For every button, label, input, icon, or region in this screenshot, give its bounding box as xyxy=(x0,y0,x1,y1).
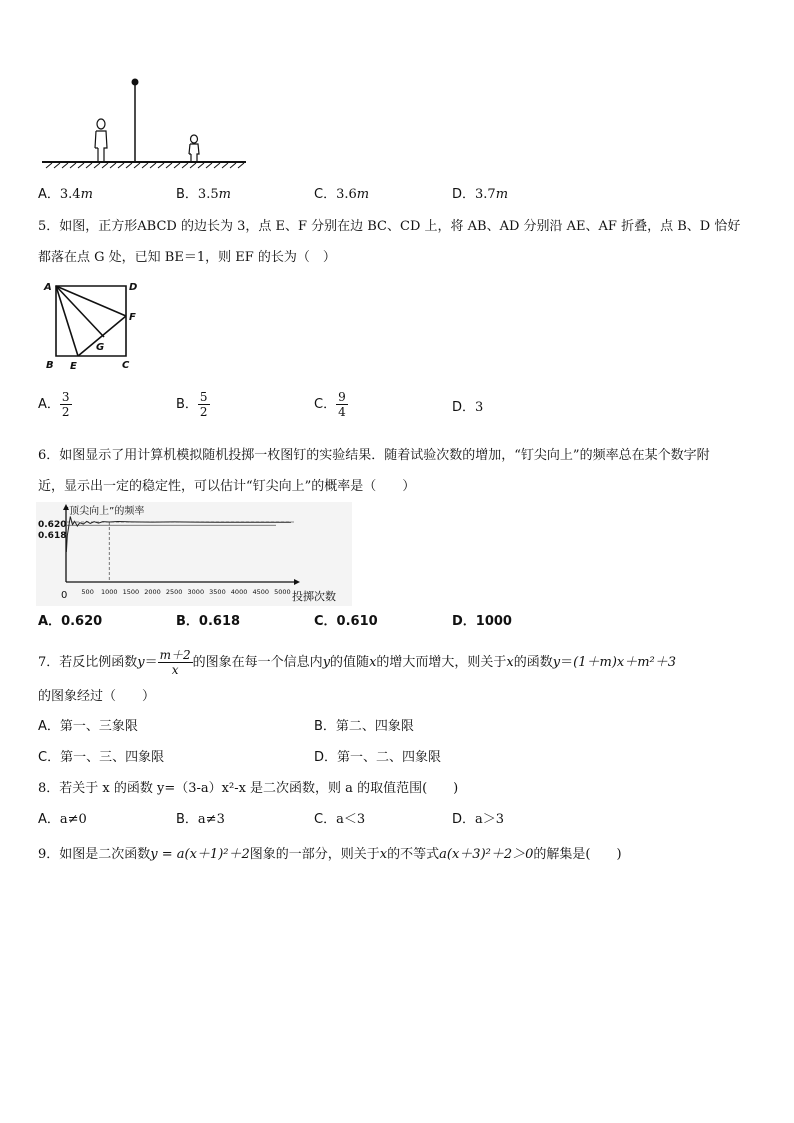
fraction xyxy=(198,390,210,419)
frequency-chart xyxy=(36,502,352,606)
label-c: C xyxy=(122,360,130,371)
option-key: A． xyxy=(38,812,60,827)
person-short-icon xyxy=(189,135,199,162)
ground-hatching xyxy=(46,163,244,168)
q4-option-d[interactable] xyxy=(452,186,508,204)
x-tick-label: 500 xyxy=(81,588,94,596)
option-value: 第一、二、四象限 xyxy=(337,750,442,765)
q9-suffix: 的解集是( ) xyxy=(533,847,622,862)
fraction-denominator: 4 xyxy=(338,405,346,419)
q4-option-a[interactable] xyxy=(38,186,93,204)
label-d: D xyxy=(129,282,138,293)
option-key: C． xyxy=(314,812,337,827)
q5-square-figure xyxy=(38,278,148,374)
x-tick-label: 2000 xyxy=(144,588,161,596)
x-axis-label: 投掷次数 xyxy=(292,590,336,603)
option-key: C． xyxy=(38,750,61,765)
q7-stem-line1 xyxy=(38,648,676,677)
q7-prefix: 7．若反比例函数 xyxy=(38,655,138,670)
q7-mid: 的图象在每一个信息内 xyxy=(192,655,323,670)
q8-option-b[interactable] xyxy=(176,811,225,829)
q7-option-b[interactable] xyxy=(314,718,414,736)
x-tick-label: 1500 xyxy=(122,588,140,596)
q5-option-c[interactable] xyxy=(314,390,348,419)
math-y: y xyxy=(322,655,331,670)
option-key: A． xyxy=(38,397,60,412)
option-value: 3.5 xyxy=(197,187,219,202)
q8-option-d[interactable] xyxy=(452,811,504,829)
math-y: y xyxy=(137,655,145,670)
fraction-denominator: 2 xyxy=(199,405,208,419)
option-unit: m xyxy=(495,187,509,202)
q5-stem-line1: 5．如图，正方形ABCD 的边长为 3，点 E、F 分别在边 BC、CD 上，将 AB、AD 分别沿 AE、AF 折叠，点 B、D 恰好 xyxy=(38,219,741,234)
q7-function: (1＋m)x＋m²＋3 xyxy=(573,655,677,670)
option-value: 3.4 xyxy=(59,187,81,202)
q5-option-b[interactable] xyxy=(176,390,210,419)
q6-option-a[interactable] xyxy=(38,613,102,631)
y-tick-label: 0.620 xyxy=(38,520,67,530)
option-key: C． xyxy=(314,397,337,412)
math-x: x xyxy=(369,655,377,670)
q9-prefix: 9．如图是二次函数 xyxy=(38,847,151,862)
q7-fraction xyxy=(158,648,193,677)
option-value: 第二、四象限 xyxy=(335,719,414,734)
math-y: y xyxy=(552,655,561,670)
math-equals: ＝ xyxy=(560,655,574,670)
x-tick-label: 4500 xyxy=(252,588,269,596)
q7-mid4: 的函数 xyxy=(513,655,553,670)
x-tick-label: 2500 xyxy=(165,588,183,596)
option-unit: m xyxy=(218,187,231,202)
person-tall-icon xyxy=(95,119,107,162)
q6-stem-line2: 近，显示出一定的稳定性，可以估计“钉尖向上”的概率是（ ） xyxy=(38,479,416,494)
fraction-numerator: 3 xyxy=(61,390,70,404)
option-key: D． xyxy=(452,614,476,629)
q8-stem: 8．若关于 x 的函数 y=（3-a）x²-x 是二次函数，则 a 的取值范围( ) xyxy=(38,781,459,796)
q5-option-d[interactable] xyxy=(452,399,483,417)
option-value: 1000 xyxy=(475,614,512,629)
origin-label: 0 xyxy=(61,590,68,601)
fraction-numerator: 9 xyxy=(338,390,346,404)
math-x: x xyxy=(506,655,514,670)
q7-mid2: 的值随 xyxy=(330,655,370,670)
q9-stem xyxy=(38,846,622,864)
q4-option-c[interactable] xyxy=(314,186,369,204)
option-key: D． xyxy=(452,812,476,827)
x-tick-label: 5000 xyxy=(274,588,291,596)
math-x: x xyxy=(379,847,388,862)
option-value: 3 xyxy=(475,400,484,415)
option-value: a≠0 xyxy=(59,812,87,827)
label-g: G xyxy=(96,342,105,353)
option-value: 第一、三象限 xyxy=(59,719,138,734)
q8-option-c[interactable] xyxy=(314,811,365,829)
option-key: C． xyxy=(314,614,337,629)
option-key: D． xyxy=(314,750,338,765)
option-key: D． xyxy=(452,187,476,202)
option-unit: m xyxy=(80,187,93,202)
option-key: D． xyxy=(452,400,476,415)
fraction xyxy=(60,390,72,419)
q5-stem-line2: 都落在点 G 处，已知 BE＝1，则 EF 的长为（ ） xyxy=(38,250,336,265)
option-key: C． xyxy=(314,187,337,202)
q9-mid: 图象的一部分，则关于 xyxy=(249,847,380,862)
x-tick-label: 1000 xyxy=(100,588,118,596)
option-value: 0.610 xyxy=(336,614,378,629)
y-tick-label: 0.618 xyxy=(38,531,67,541)
q4-option-b[interactable] xyxy=(176,186,231,204)
q6-option-c[interactable] xyxy=(314,613,378,631)
option-key: A． xyxy=(38,187,60,202)
option-value: a＞3 xyxy=(475,812,505,827)
q7-mid3: 的增大而增大，则关于 xyxy=(376,655,507,670)
label-b: B xyxy=(46,360,54,371)
chart-title: “顶尖向上”的频率 xyxy=(64,506,145,517)
option-unit: m xyxy=(356,187,370,202)
option-value: 3.7 xyxy=(475,187,496,202)
q9-function: y = a(x＋1)²＋2 xyxy=(150,847,250,862)
fraction xyxy=(336,390,348,419)
option-key: B． xyxy=(176,187,198,202)
option-key: B． xyxy=(176,812,198,827)
fraction-denominator: 2 xyxy=(61,405,70,419)
option-value: 0.618 xyxy=(198,614,241,629)
option-value: a≠3 xyxy=(197,812,225,827)
fraction-numerator: 5 xyxy=(199,390,208,404)
option-value: a＜3 xyxy=(336,812,366,827)
q8-option-a[interactable] xyxy=(38,811,87,829)
segment-ae xyxy=(56,286,78,356)
x-tick-label: 3000 xyxy=(187,588,205,596)
x-tick-label: 4000 xyxy=(230,588,248,596)
label-e: E xyxy=(70,361,77,372)
q4-figure xyxy=(40,76,250,170)
q7-option-a[interactable] xyxy=(38,718,138,736)
q7-stem-line2: 的图象经过（ ） xyxy=(38,689,156,704)
label-f: F xyxy=(129,312,136,323)
option-value: 0.620 xyxy=(61,614,103,629)
q6-option-d[interactable] xyxy=(452,613,512,631)
math-equals: ＝ xyxy=(144,655,158,670)
option-key: B． xyxy=(176,397,198,412)
q5-option-a[interactable] xyxy=(38,390,72,419)
option-key: B． xyxy=(314,719,336,734)
q7-option-c[interactable] xyxy=(38,749,164,767)
option-key: B． xyxy=(176,614,199,629)
label-a: A xyxy=(44,282,52,293)
lamp-icon xyxy=(132,79,139,86)
option-key: A． xyxy=(38,614,62,629)
segment-af xyxy=(56,286,126,316)
option-value: 第一、三、四象限 xyxy=(60,750,165,765)
option-value: 3.6 xyxy=(336,187,357,202)
option-key: A． xyxy=(38,719,60,734)
q9-inequality: a(x＋3)²＋2＞0 xyxy=(439,847,534,862)
x-tick-label: 3500 xyxy=(209,588,226,596)
q9-mid2: 的不等式 xyxy=(387,847,440,862)
q6-stem-line1: 6．如图显示了用计算机模拟随机投掷一枚图钉的实验结果．随着试验次数的增加，“钉尖向上”的频率总在某个数字附 xyxy=(38,448,710,463)
fraction-denominator: x xyxy=(171,663,179,677)
fraction-numerator: m＋2 xyxy=(159,648,191,662)
q7-option-d[interactable] xyxy=(314,749,441,767)
q6-option-b[interactable] xyxy=(176,613,240,631)
